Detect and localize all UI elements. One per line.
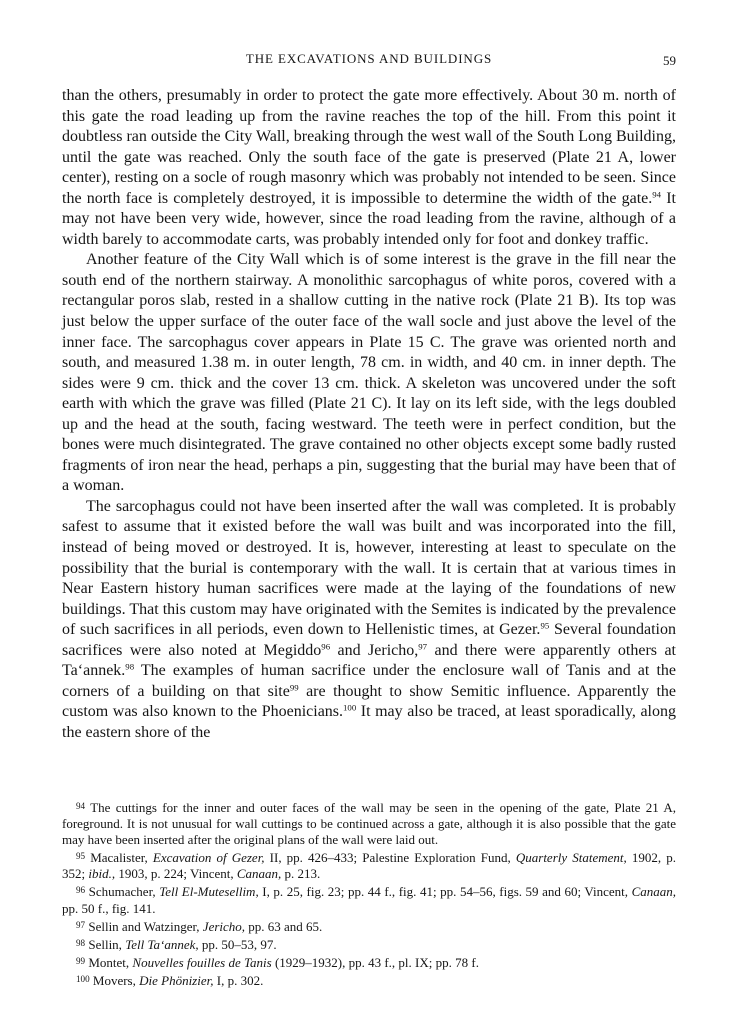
- footnote-100: $^{100}$ Movers, Die Phönizier, I, p. 302.: [76, 973, 264, 989]
- footnote-ref-94[interactable]: 94: [652, 189, 662, 200]
- footnote-ref-95[interactable]: 95: [540, 620, 550, 631]
- paragraph-gate: than the others, presumably in order to protect the gate more effectively. About 30 m. north of this gate the road leading up from the ravine reaches the top of the hill. From this point it doubtless ran outside the City Wall, breaking through the west wall of the South Long Building, until the gate was reached. Only the south face of the gate is preserved (Plate 21 A, lower center), resting on a socle of rough masonry which was probably not intended to be seen. Since the north face is completely destroyed, it is impossible to determine the width of the gate.$^{94}$ It may not have been very wide, however, since the road leading from the ravine, although of a width barely to accommodate carts, was probably intended only for foot and donkey traffic.: [62, 87, 676, 248]
- footnote-94: $^{94}$ The cuttings for the inner and outer faces of the wall may be seen in the opening of the gate, Plate 21 A, foreground. It is not unusual for wall cuttings to be continued across a gate, although it is also possible that the gate may have been inserted after the original plans of the wall were laid out.: [62, 800, 677, 848]
- footnote-mark: 95: [76, 851, 86, 862]
- footnote-mark: 100: [76, 974, 90, 985]
- footnotes: [62, 798, 676, 989]
- footnote-mark: 96: [76, 885, 86, 896]
- footnote-ref-100[interactable]: 100: [343, 702, 357, 713]
- body-text: [62, 86, 676, 744]
- paragraph-sacrifice: The sarcophagus could not have been inserted after the wall was completed. It is probably safest to assume that it existed before the wall was built and was incorporated into the fill, instead of being moved or destroyed. It is, however, interesting at least to speculate on the possibility that the burial is contemporary with the wall. It is certain that at various times in Near Eastern history human sacrifices were made at the laying of the foundations of new buildings. That this custom may have originated with the Semites is indicated by the prevalence of such sacrifices in all periods, even down to Hellenistic times, at Gezer.$^{95}$ Several foundation sacrifices were also noted at Megiddo$^{96}$ and Jericho,$^{97}$ and there were apparently others at Ta‘annek.$^{98}$ The examples of human sacrifice under the enclosure wall of Tanis and at the corners of a building on that site$^{99}$ are thought to show Semitic influence. Apparently the custom was also known to the Phoenicians.$^{100}$ It may also be traced, at least sporadically, along the eastern shore of the: [62, 497, 676, 741]
- footnote-97: $^{97}$ Sellin and Watzinger, Jericho, pp. 63 and 65.: [76, 918, 323, 934]
- running-title: THE EXCAVATIONS AND BUILDINGS: [245, 51, 493, 66]
- footnote-ref-97[interactable]: 97: [418, 641, 428, 652]
- footnote-mark: 99: [76, 955, 86, 966]
- footnote-mark: 98: [76, 937, 86, 948]
- footnote-95: $^{95}$ Macalister, Excavation of Gezer, II, pp. 426–433; Palestine Exploration Fund, Quarterly Statement, 1902, p. 352; ibid., 1903, p. 224; Vincent, Canaan, p. 213.: [62, 850, 676, 882]
- footnote-ref-99[interactable]: 99: [289, 682, 299, 693]
- paragraph-grave: Another feature of the City Wall which is of some interest is the grave in the fill near the south end of the northern stairway. A monolithic sarcophagus of white poros, covered with a rectangular poros slab, rested in a shallow cutting in the native rock (Plate 21 B). Its top was just below the upper surface of the outer face of the wall socle and just above the level of the inner face. The sarcophagus cover appears in Plate 15 C. The grave was oriented north and south, and measured 1.38 m. in outer length, 78 cm. in width, and 40 cm. in inner depth. The sides were 9 cm. thick and the cover 13 cm. thick. A skeleton was uncovered under the soft earth with which the grave was filled (Plate 21 C). It lay on its left side, with the legs doubled up and the head at the south, facing westward. The teeth were in perfect condition, but the bones were much disintegrated. The grave contained no other objects except some badly rusted fragments of iron near the head, perhaps a pin, suggesting that the burial may have been that of a woman.: [62, 251, 676, 495]
- footnote-98: $^{98}$ Sellin, Tell Ta‘annek, pp. 50–53, 97.: [76, 936, 277, 952]
- footnote-ref-96[interactable]: 96: [321, 641, 331, 652]
- footnote-ref-98[interactable]: 98: [125, 661, 135, 672]
- running-head: [62, 51, 676, 73]
- footnote-99: $^{99}$ Montet, Nouvelles fouilles de Tanis (1929–1932), pp. 43 f., pl. IX; pp. 78 f.: [76, 955, 479, 971]
- footnote-96: $^{96}$ Schumacher, Tell El-Mutesellim, I, p. 25, fig. 23; pp. 44 f., fig. 41; pp. 54–56, figs. 59 and 60; Vincent, Canaan, pp. 50 f., fig. 141.: [62, 884, 676, 916]
- page-number: 59: [663, 53, 676, 68]
- footnote-mark: 94: [76, 801, 86, 811]
- footnote-mark: 97: [76, 919, 86, 930]
